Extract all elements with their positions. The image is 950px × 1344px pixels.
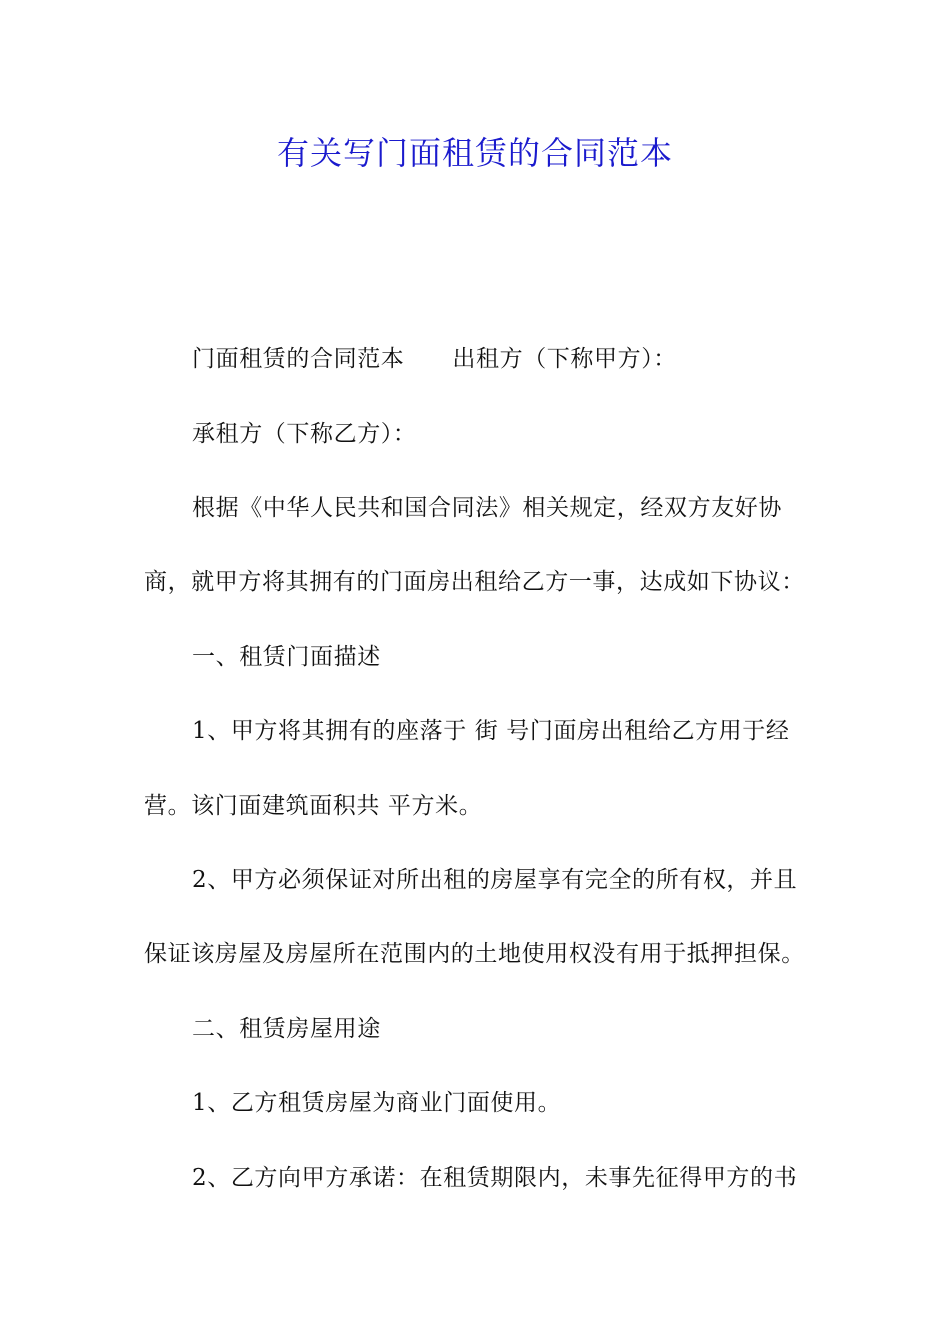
paragraph-line: 营。该门面建筑面积共 平方米。 xyxy=(144,793,483,819)
party-header-line xyxy=(192,342,677,376)
lessor-label: 出租方（下称甲方）： xyxy=(452,346,677,372)
contract-name-label: 门面租赁的合同范本 xyxy=(192,346,405,372)
paragraph-line: 2、乙方向甲方承诺：在租赁期限内，未事先征得甲方的书 xyxy=(192,1165,798,1191)
paragraph-line: 根据《中华人民共和国合同法》相关规定，经双方友好协 xyxy=(192,495,782,521)
lessee-label: 承租方（下称乙方）： xyxy=(192,421,417,447)
section-heading: 一、租赁门面描述 xyxy=(192,644,381,670)
paragraph-line: 1、乙方租赁房屋为商业门面使用。 xyxy=(192,1090,562,1116)
paragraph-line: 商，就甲方将其拥有的门面房出租给乙方一事，达成如下协议： xyxy=(144,569,805,595)
paragraph-line: 2、甲方必须保证对所出租的房屋享有完全的所有权，并且 xyxy=(192,867,798,893)
section-heading: 二、租赁房屋用途 xyxy=(192,1016,381,1042)
document-title: 有关写门面租赁的合同范本 xyxy=(276,134,673,172)
paragraph-line: 保证该房屋及房屋所在范围内的土地使用权没有用于抵押担保。 xyxy=(144,941,805,967)
paragraph-line: 1、甲方将其拥有的座落于 街 号门面房出租给乙方用于经 xyxy=(192,718,790,744)
